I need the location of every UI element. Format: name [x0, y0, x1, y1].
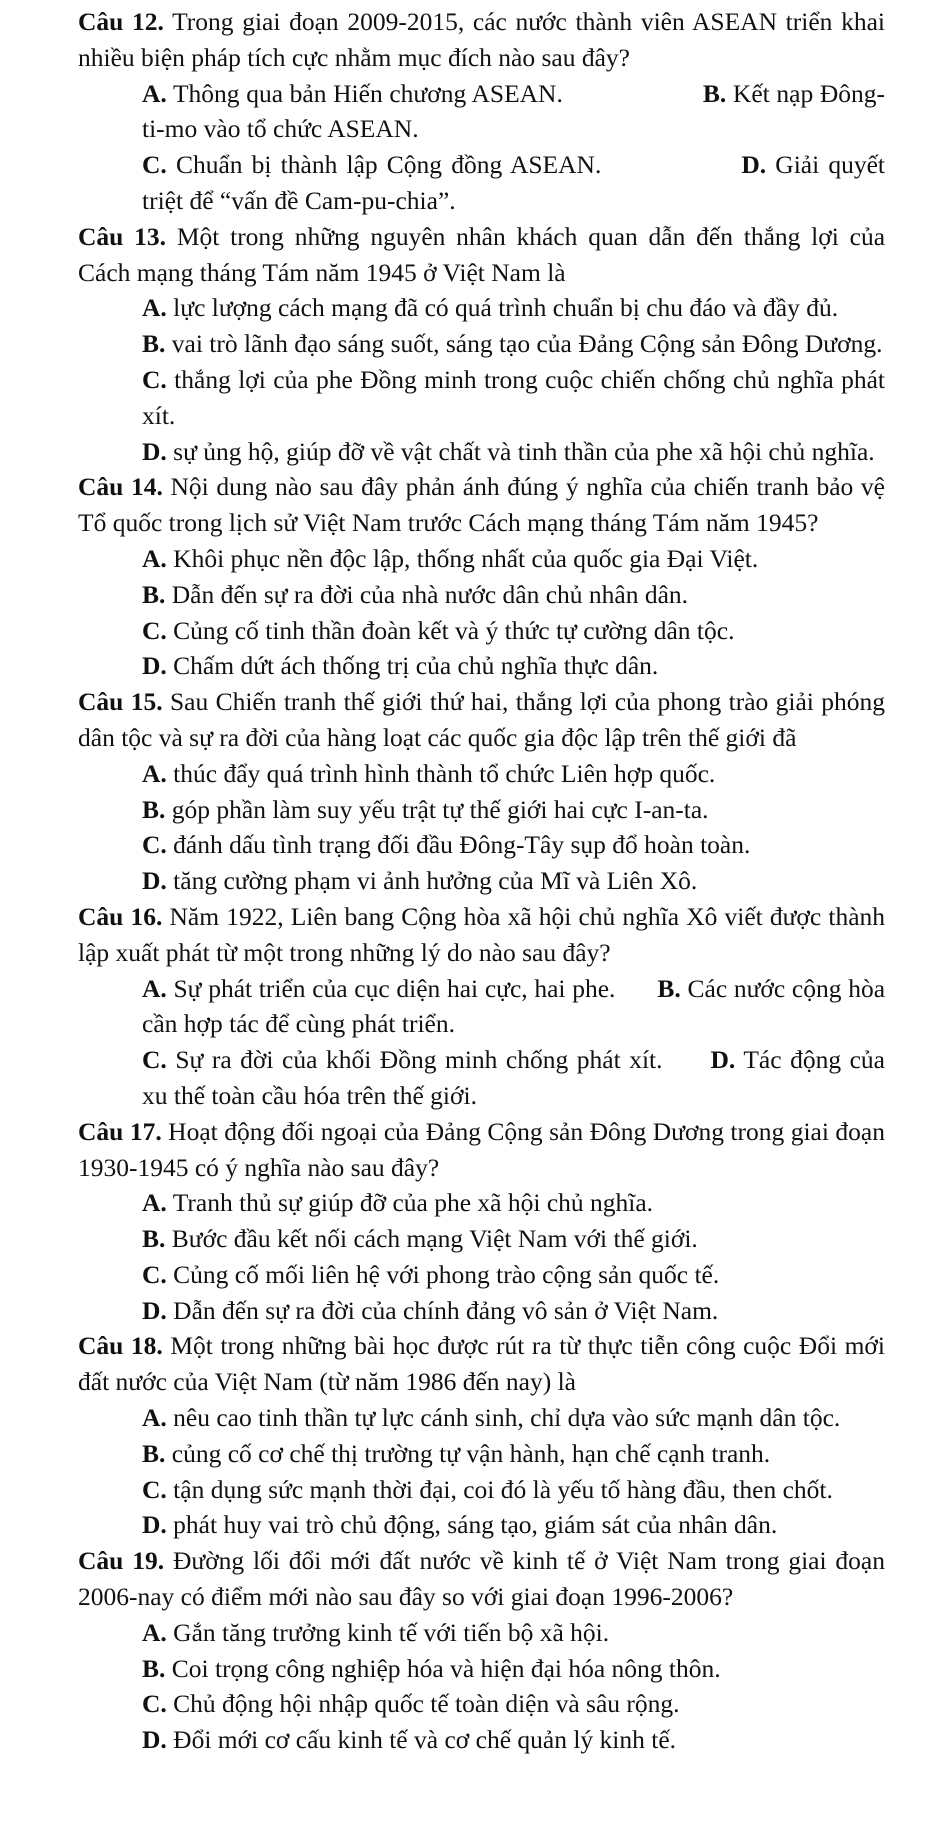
question-19-option-b: B. Coi trọng công nghiệp hóa và hiện đại hóa nông thôn.	[142, 1653, 721, 1683]
question-19-option-d: D. Đổi mới cơ cấu kinh tế và cơ chế quản lý kinh tế.	[142, 1725, 677, 1755]
question-13-option-d: D. sự ủng hộ, giúp đỡ về vật chất và tinh thần của phe xã hội chủ nghĩa.	[142, 436, 875, 466]
question-13-option-b: B. vai trò lãnh đạo sáng suốt, sáng tạo của Đảng Cộng sản Đông Dương.	[142, 329, 883, 359]
question-12-options-ab: A. Thông qua bản Hiến chương ASEAN. B. Kết nạp Đông-ti-mo vào tổ chức ASEAN.	[142, 78, 885, 144]
question-14-option-a: A. Khôi phục nền độc lập, thống nhất của quốc gia Đại Việt.	[142, 543, 759, 573]
question-13-option-c: C. thắng lợi của phe Đồng minh trong cuộc chiến chống chủ nghĩa phát xít.	[142, 364, 885, 430]
question-13-option-a: A. lực lượng cách mạng đã có quá trình chuẩn bị chu đáo và đầy đủ.	[142, 293, 839, 323]
question-19-option-a: A. Gắn tăng trưởng kinh tế với tiến bộ xã hội.	[142, 1617, 610, 1647]
question-17-option-a: A. Tranh thủ sự giúp đỡ của phe xã hội chủ nghĩa.	[142, 1188, 654, 1218]
question-15-stem: Câu 15. Sau Chiến tranh thế giới thứ hai, thắng lợi của phong trào giải phóng dân tộc và sự ra đời của hàng loạt các quốc gia độc lập trên thế giới đã	[78, 687, 885, 752]
question-12-options-cd: C. Chuẩn bị thành lập Cộng đồng ASEAN. D. Giải quyết triệt để “vấn đề Cam-pu-chia”.	[142, 150, 885, 215]
question-18-option-c: C. tận dụng sức mạnh thời đại, coi đó là yếu tố hàng đầu, then chốt.	[142, 1474, 833, 1504]
question-14-option-c: C. Củng cố tinh thần đoàn kết và ý thức tự cường dân tộc.	[142, 615, 735, 645]
question-15-option-d: D. tăng cường phạm vi ảnh hưởng của Mĩ và Liên Xô.	[142, 866, 698, 896]
question-14-option-b: B. Dẫn đến sự ra đời của nhà nước dân chủ nhân dân.	[142, 579, 689, 609]
question-17-option-c: C. Củng cố mối liên hệ với phong trào cộng sản quốc tế.	[142, 1259, 720, 1289]
question-19-stem: Câu 19. Đường lối đổi mới đất nước về kinh tế ở Việt Nam trong giai đoạn 2006-nay có điểm mới nào sau đây so với giai đoạn 1996-2006?	[78, 1546, 885, 1612]
question-13-stem: Câu 13. Một trong những nguyên nhân khách quan dẫn đến thắng lợi của Cách mạng tháng Tám năm 1945 ở Việt Nam là	[78, 221, 886, 287]
question-16-options-ab: A. Sự phát triển của cục diện hai cực, hai phe. B. Các nước cộng hòa cần hợp tác để cùng phát triển.	[142, 973, 886, 1039]
question-15-option-c: C. đánh dấu tình trạng đối đầu Đông-Tây sụp đổ hoàn toàn.	[142, 830, 751, 860]
question-17-option-d: D. Dẫn đến sự ra đời của chính đảng vô sản ở Việt Nam.	[142, 1295, 719, 1325]
question-18-option-b: B. củng cố cơ chế thị trường tự vận hành, hạn chế cạnh tranh.	[142, 1438, 771, 1468]
question-18-option-a: A. nêu cao tinh thần tự lực cánh sinh, chỉ dựa vào sức mạnh dân tộc.	[142, 1403, 841, 1433]
question-18-option-d: D. phát huy vai trò chủ động, sáng tạo, giám sát của nhân dân.	[142, 1510, 778, 1540]
question-18-stem: Câu 18. Một trong những bài học được rút ra từ thực tiễn công cuộc Đổi mới đất nước của Việt Nam (từ năm 1986 đến nay) là	[78, 1331, 885, 1397]
question-12-stem: Câu 12. Trong giai đoạn 2009-2015, các nước thành viên ASEAN triển khai nhiều biện pháp tích cực nhằm mục đích nào sau đây?	[78, 7, 885, 72]
question-19-option-c: C. Chủ động hội nhập quốc tế toàn diện và sâu rộng.	[142, 1689, 680, 1719]
question-14-option-d: D. Chấm dứt ách thống trị của chủ nghĩa thực dân.	[142, 651, 659, 681]
question-17-option-b: B. Bước đầu kết nối cách mạng Việt Nam với thế giới.	[142, 1224, 698, 1254]
question-17-stem: Câu 17. Hoạt động đối ngoại của Đảng Cộng sản Đông Dương trong giai đoạn 1930-1945 có ý nghĩa nào sau đây?	[78, 1116, 885, 1182]
question-16-stem: Câu 16. Năm 1922, Liên bang Cộng hòa xã hội chủ nghĩa Xô viết được thành lập xuất phát từ một trong những lý do nào sau đây?	[78, 901, 886, 967]
question-14-stem: Câu 14. Nội dung nào sau đây phản ánh đúng ý nghĩa của chiến tranh bảo vệ Tổ quốc trong lịch sử Việt Nam trước Cách mạng tháng Tám năm 1945?	[78, 472, 885, 538]
question-16-options-cd: C. Sự ra đời của khối Đồng minh chống phát xít. D. Tác động của xu thế toàn cầu hóa trên thế giới.	[142, 1045, 886, 1110]
question-15-option-b: B. góp phần làm suy yếu trật tự thế giới hai cực I-an-ta.	[142, 794, 709, 824]
question-15-option-a: A. thúc đẩy quá trình hình thành tổ chức Liên hợp quốc.	[142, 758, 716, 788]
